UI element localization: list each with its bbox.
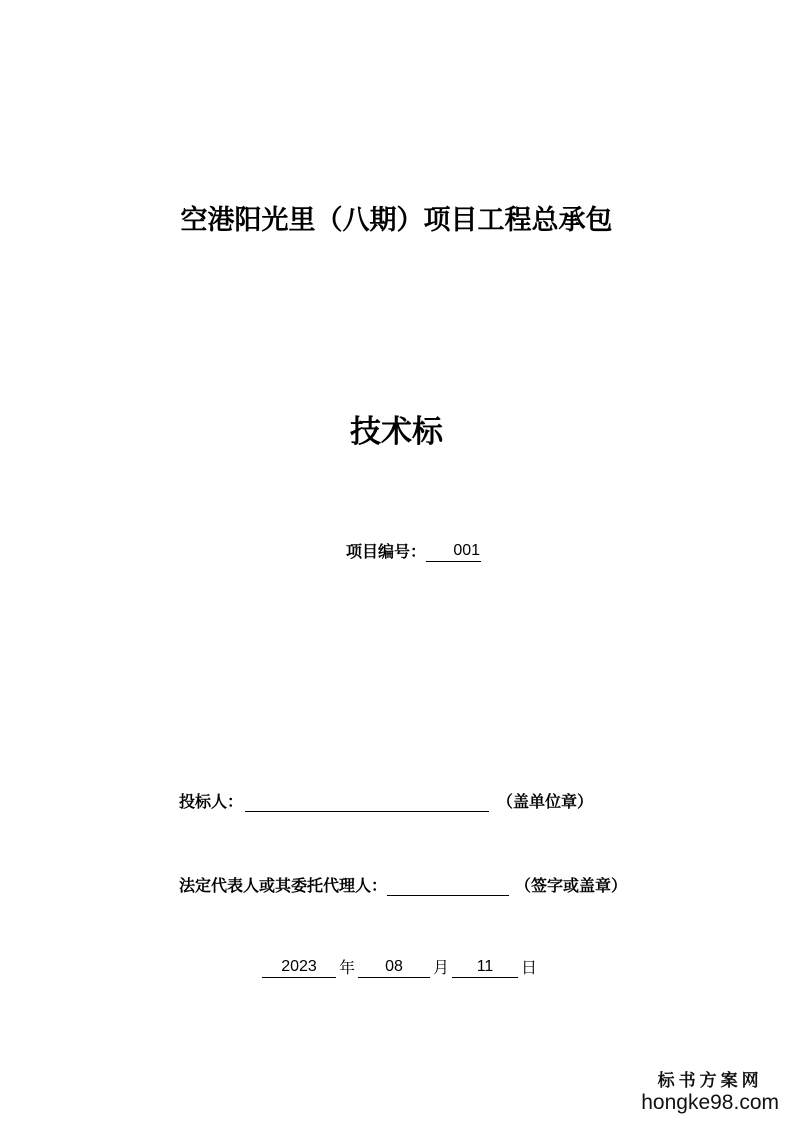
document-type-heading: 技术标 bbox=[350, 414, 443, 450]
watermark bbox=[641, 1072, 779, 1114]
bidder-line bbox=[179, 789, 593, 812]
project-number-label: 项目编号： bbox=[346, 542, 427, 561]
date-year: 2023 bbox=[262, 957, 336, 978]
date-month-unit: 月 bbox=[433, 958, 450, 977]
date-year-unit: 年 bbox=[339, 958, 356, 977]
project-number-line bbox=[346, 539, 481, 562]
project-number-value: 001 bbox=[426, 541, 481, 562]
date-month: 08 bbox=[358, 957, 430, 978]
watermark-name: 标书方案网 bbox=[657, 1071, 763, 1092]
legal-rep-blank bbox=[387, 877, 509, 896]
bidder-seal-note: （盖单位章） bbox=[497, 792, 594, 811]
date-line bbox=[262, 955, 540, 978]
bidder-label: 投标人： bbox=[179, 792, 244, 811]
legal-rep-label: 法定代表人或其委托代理人： bbox=[179, 876, 388, 895]
watermark-url: hongke98.com bbox=[641, 1090, 779, 1114]
date-day: 11 bbox=[452, 957, 518, 978]
project-title: 空港阳光里（八期）项目工程总承包 bbox=[180, 205, 613, 236]
legal-rep-line bbox=[179, 873, 627, 896]
bidder-blank bbox=[245, 793, 489, 812]
legal-rep-sign-note: （签字或盖章） bbox=[515, 876, 628, 895]
date-day-unit: 日 bbox=[521, 958, 538, 977]
